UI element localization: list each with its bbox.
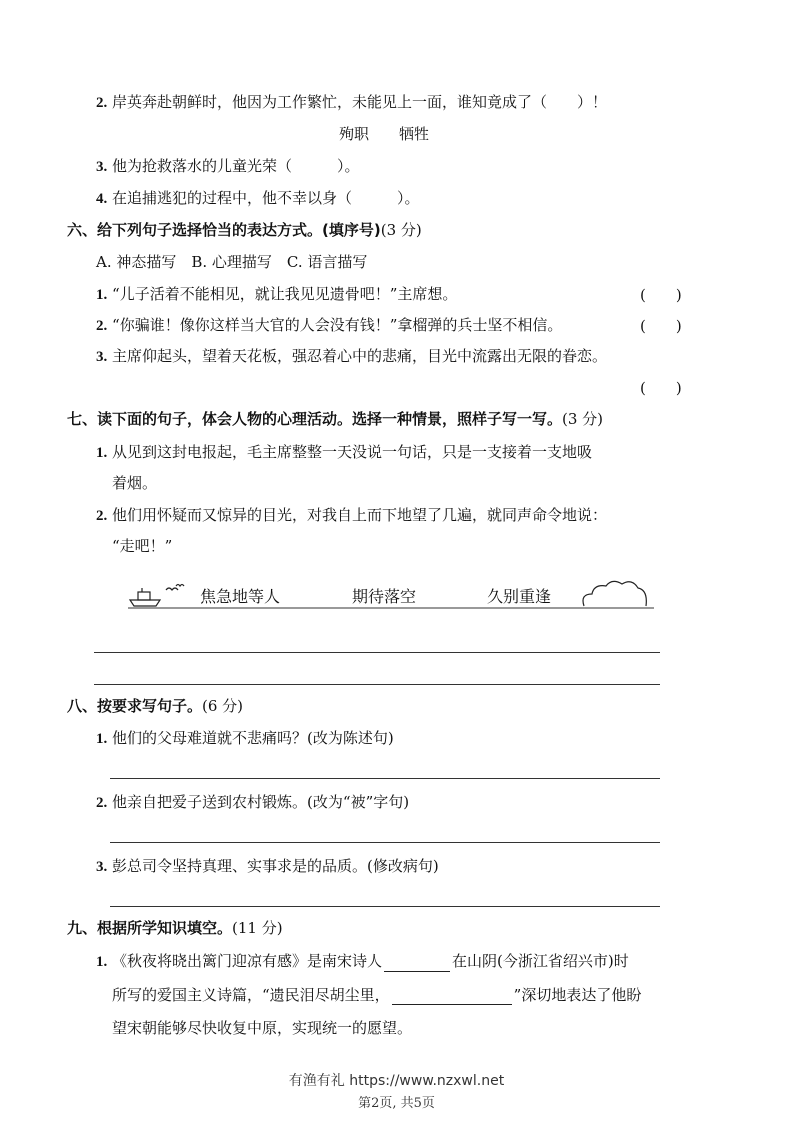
- q5-word-choices: 殉职 牺牲: [339, 125, 430, 143]
- scene-option-2[interactable]: 期待落空: [352, 587, 417, 606]
- s8-item2: 2. 他亲自把爱子送到农村锻炼。(改为“被”字句): [96, 793, 410, 811]
- q5-item4: 4. 在追捕逃犯的过程中，他不幸以身（ ）。: [96, 189, 420, 207]
- s6-answer-1[interactable]: ( ): [640, 286, 682, 304]
- s8-item3: 3. 彭总司令坚持真理、实事求是的品质。(修改病句): [96, 857, 439, 875]
- s8-item1: 1. 他们的父母难道就不悲痛吗？(改为陈述句): [96, 729, 394, 747]
- s7-item2-line2: “走吧！”: [112, 537, 173, 555]
- q5-item2: 2. 岸英奔赴朝鲜时，他因为工作繁忙，未能见上一面，谁知竟成了（ ）！: [96, 93, 608, 111]
- s7-item1-line2: 着烟。: [112, 474, 158, 492]
- cloud-icon: [583, 581, 646, 606]
- watermark-text: 有渔有礼 https://www.nzxwl.net: [288, 1073, 505, 1089]
- s8-answer-line-2[interactable]: [110, 842, 660, 843]
- s7-item1-line1: 1. 从见到这封电报起，毛主席整整一天没说一句话，只是一支接着一支地吸: [96, 443, 593, 461]
- s8-answer-line-1[interactable]: [110, 778, 660, 779]
- s8-answer-line-3[interactable]: [110, 906, 660, 907]
- poet-blank[interactable]: [384, 955, 450, 972]
- section-9-title: 九、根据所学知识填空。(11 分): [67, 919, 283, 937]
- scene-option-1[interactable]: 焦急地等人: [200, 587, 281, 606]
- s6-item1: 1. “儿子活着不能相见，就让我见见遗骨吧！”主席想。: [96, 285, 458, 303]
- q5-item3: 3. 他为抢救落水的儿童光荣（ ）。: [96, 157, 360, 175]
- section-8-title: 八、按要求写句子。(6 分): [67, 697, 244, 715]
- s9-item1-line2: 所写的爱国主义诗篇，“遗民泪尽胡尘里， ”深切地表达了他盼: [112, 986, 642, 1004]
- page-number: 第2页, 共5页: [358, 1096, 435, 1111]
- s6-options: A. 神态描写 B. 心理描写 C. 语言描写: [96, 253, 368, 271]
- s7-answer-line-2[interactable]: [94, 684, 660, 685]
- s6-item2: 2. “你骗谁！像你这样当大官的人会没有钱！”拿榴弹的兵士坚不相信。: [96, 316, 563, 334]
- s9-item1-line3: 望宋朝能够尽快收复中原，实现统一的愿望。: [112, 1019, 413, 1037]
- boat-icon: [130, 585, 184, 607]
- s6-answer-3[interactable]: ( ): [640, 379, 682, 397]
- section-6-title: 六、给下列句子选择恰当的表达方式。(填序号)(3 分): [67, 221, 422, 239]
- s7-answer-line-1[interactable]: [94, 652, 660, 653]
- s6-answer-2[interactable]: ( ): [640, 317, 682, 335]
- s9-item1-line1: 1. 《秋夜将晓出篱门迎凉有感》是南宋诗人 在山阴(今浙江省绍兴市)时: [96, 952, 629, 970]
- s6-item3: 3. 主席仰起头，望着天花板，强忍着心中的悲痛，目光中流露出无限的眷恋。: [96, 347, 608, 365]
- section-7-title: 七、读下面的句子，体会人物的心理活动。选择一种情景，照样子写一写。(3 分): [67, 410, 604, 428]
- verse-blank[interactable]: [392, 988, 512, 1005]
- s7-item2-line1: 2. 他们用怀疑而又惊异的目光，对我自上而下地望了几遍，就同声命令地说：: [96, 506, 608, 524]
- scene-option-3[interactable]: 久别重逢: [487, 587, 552, 606]
